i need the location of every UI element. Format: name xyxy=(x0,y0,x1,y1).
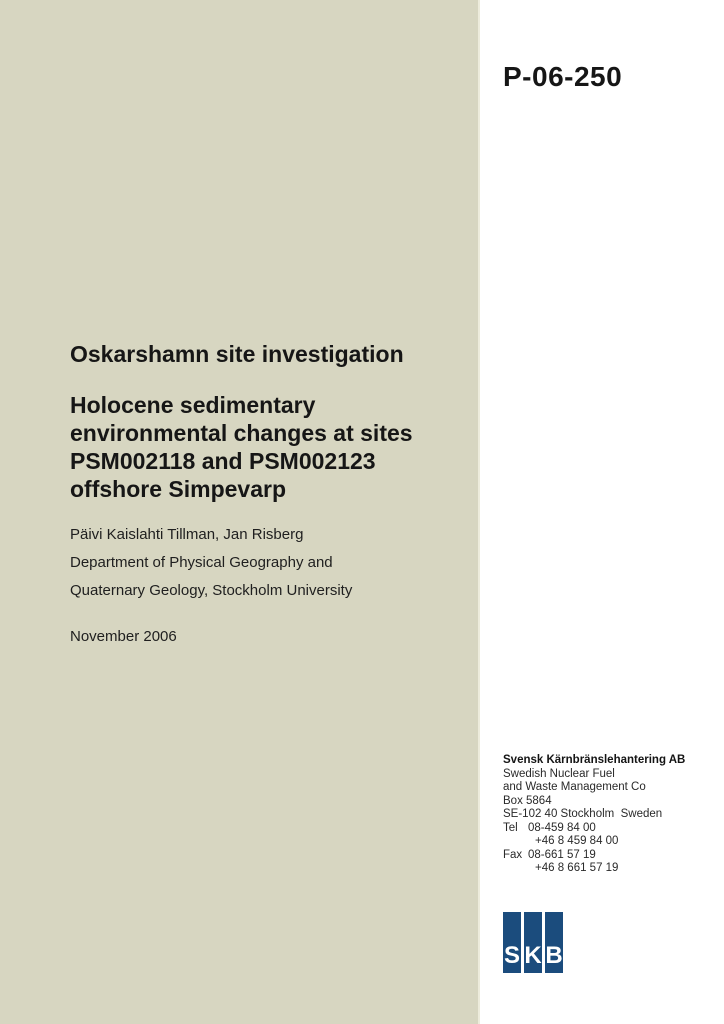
skb-logo-letter: K xyxy=(524,942,542,969)
tel-label: Tel xyxy=(503,821,518,834)
publisher-address-line: SE-102 40 Stockholm Sweden xyxy=(503,808,663,820)
author-affiliation-line: Department of Physical Geography and xyxy=(70,554,333,571)
publisher-address-line: Box 5864 xyxy=(503,794,552,807)
title-block xyxy=(70,341,470,503)
fax-international: +46 8 661 57 19 xyxy=(535,862,619,874)
tel-international: +46 8 459 84 00 xyxy=(535,835,619,847)
fax-row-international xyxy=(503,862,713,876)
author-names: Päivi Kaislahti Tillman, Jan Risberg xyxy=(70,526,304,543)
authors-block xyxy=(70,521,352,605)
main-title xyxy=(70,391,470,503)
tel-row-international xyxy=(503,835,713,849)
publisher-address-line: and Waste Management Co xyxy=(503,781,646,793)
report-number: P-06-250 xyxy=(503,61,623,92)
tel-national: 08-459 84 00 xyxy=(528,821,596,834)
fax-row xyxy=(503,849,713,863)
publisher-name: Svensk Kärnbränslehantering AB xyxy=(503,754,686,766)
skb-logo-bar xyxy=(503,912,521,973)
skb-logo-bar xyxy=(545,912,563,973)
main-title-line: environmental changes at sites xyxy=(70,420,413,446)
publication-date: November 2006 xyxy=(70,628,177,645)
fax-label: Fax xyxy=(503,848,523,861)
skb-logo-letter: S xyxy=(503,942,520,969)
tel-row xyxy=(503,822,713,836)
tel-label-spacer xyxy=(503,835,528,849)
section-title: Oskarshamn site investigation xyxy=(70,341,404,367)
skb-logo xyxy=(503,912,563,973)
publisher-info xyxy=(503,754,713,876)
fax-label-spacer xyxy=(503,862,528,876)
skb-logo-letter: B xyxy=(545,942,563,969)
skb-logo-bar xyxy=(524,912,542,973)
main-title-line: offshore Simpevarp xyxy=(70,476,286,502)
main-title-line: Holocene sedimentary xyxy=(70,392,316,418)
author-affiliation-line: Quaternary Geology, Stockholm University xyxy=(70,582,353,599)
publisher-address-line: Swedish Nuclear Fuel xyxy=(503,767,615,780)
main-title-line: PSM002118 and PSM002123 xyxy=(70,448,376,474)
fax-national: 08-661 57 19 xyxy=(528,848,596,861)
